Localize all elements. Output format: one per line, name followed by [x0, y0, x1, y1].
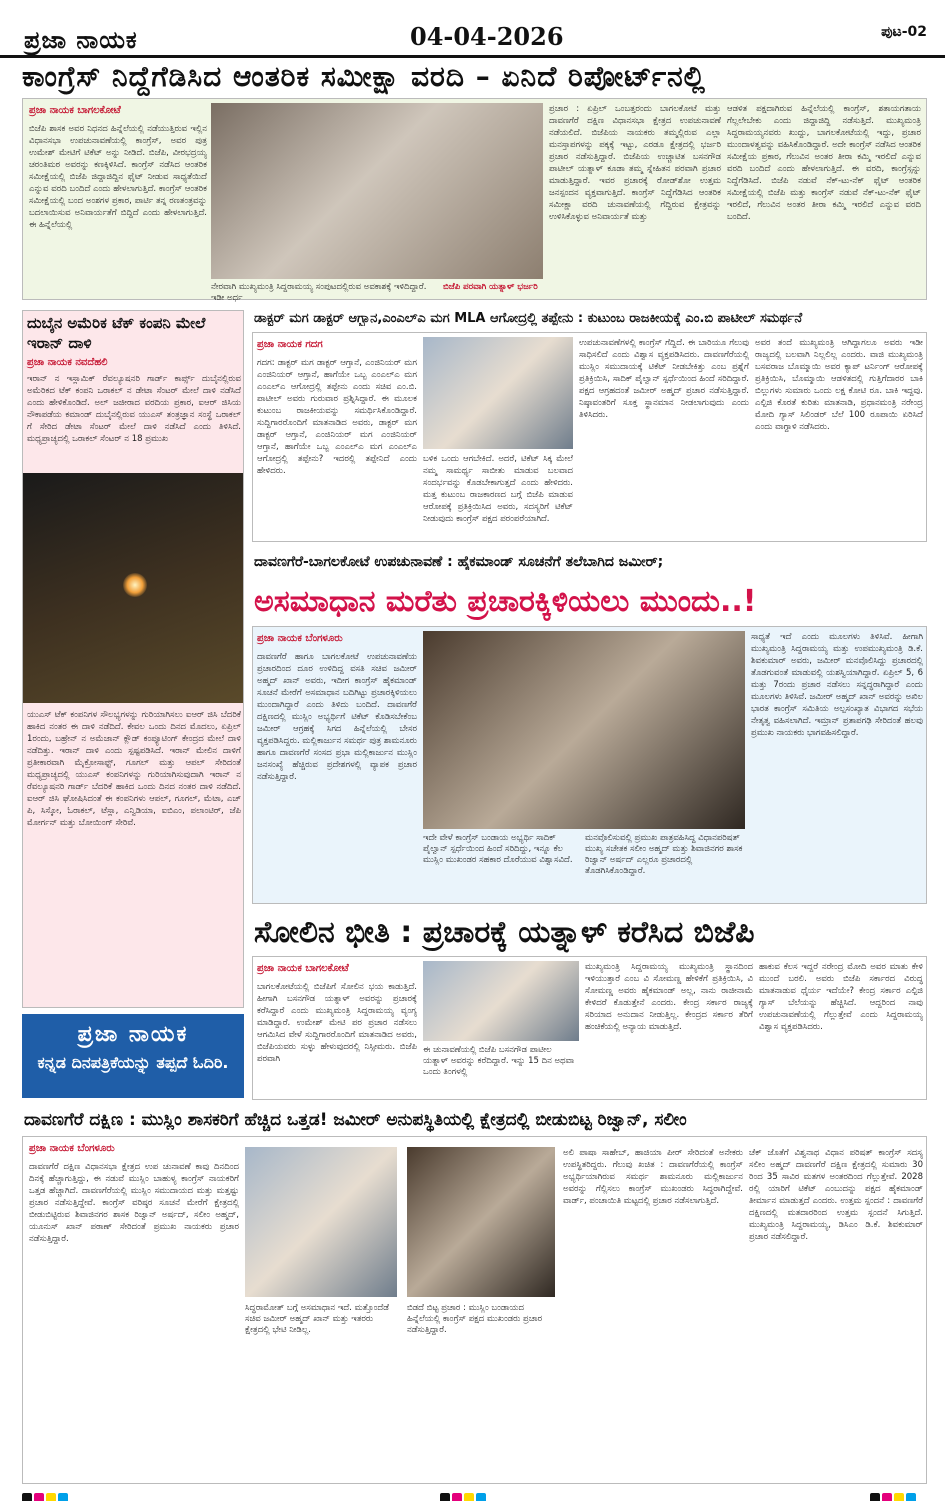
bottom-right-text: ಚೆಕ್ ಜೊತೆಗೆ ವಿಶ್ವನಾಥ ವಿಧಾನ ಪರಿಷತ್ ಕಾಂಗ್ರೆಸ್ ಸದಸ್ಯ ಸಲೀಂ ಅಹ್ಮದ್ ದಾವಣಗೆರೆ ದಕ್ಷಿಣ ಕ್ಷೇತ್ರದಲ್ಲಿ ಸುಮಾರು 30 ರಿಂದ 35 ಸಾವಿರ ಮತಗಳ ಅಂತರದಿಂದ ಗೆಲ್ಲುತ್ತೇವೆ. 2028 ರಲ್ಲಿ ಯಾರಿಗೆ ಟಿಕೆಟ್ ಎಂಬುದನ್ನು ಪಕ್ಷದ ಹೈಕಮಾಂಡ್ ತೀರ್ಮಾನ ಮಾಡುತ್ತದೆ ಎಂದರು. ಉತ್ತಮ ಸ್ಪಂದನೆ : ದಾವಣಗೆರೆ ದಕ್ಷಿಣದಲ್ಲಿ ಮತದಾರರಿಂದ ಉತ್ತಮ ಸ್ಪಂದನೆ ಸಿಗುತ್ತಿದೆ. ಮುಖ್ಯಮಂತ್ರಿ ಸಿದ್ದರಾಮಯ್ಯ, ಡಿಸಿಎಂ ಡಿ.ಕೆ. ಶಿವಕುಮಾರ್ ಪ್ರಚಾರ ನಡೆಸಲಿದ್ದಾರೆ.	[749, 1148, 923, 1242]
lead-headline: ಕಾಂಗ್ರೆಸ್ ನಿದ್ದೆಗೆಡಿಸಿದ ಆಂತರಿಕ ಸಮೀಕ್ಷಾ ವರದಿ – ಏನಿದೆ ರಿಪೋರ್ಟ್‌ನಲ್ಲಿ	[22, 60, 706, 93]
promo-brand: ಪ್ರಜಾ ನಾಯಕ	[77, 1022, 189, 1047]
bottom-photo-caption-right: ಬಿಡದೆ ಬಿಟ್ಟ ಪ್ರಚಾರ : ಮುಸ್ಲಿಂ ಬಂಡಾಯದ ಹಿನ್ನೆಲೆಯಲ್ಲಿ ಕಾಂಗ್ರೆಸ್ ಪಕ್ಷದ ಮುಖಂಡರು ಪ್ರಚಾರ ನಡೆಸುತ್ತಿದ್ದಾರೆ.	[407, 1303, 543, 1335]
page-number: ಪುಟ-02	[881, 24, 927, 40]
black-chip-icon	[870, 1493, 880, 1501]
dynasty-headline: ಡಾಕ್ಟರ್ ಮಗ ಡಾಕ್ಟರ್ ಆಗ್ಬಾನ,ಎಂಎಲ್ಎ ಮಗ MLA ಆಗೋದ್ರಲ್ಲಿ ತಪ್ಪೇನು : ಕುಟುಂಬ ರಾಜಕೀಯಕ್ಕೆ ಎಂ.ಬಿ ಪಾಟೀಲ್ ಸಮರ್ಥನೆ	[254, 311, 803, 326]
lead-photo-caption-left: ನೇರವಾಗಿ ಮುಖ್ಯಮಂತ್ರಿ ಸಿದ್ದರಾಮಯ್ಯ ಸಂಪುಟದಲ್ಲಿರುವ ಅವಕಾಶಕ್ಕೆ ಇಳಿದಿದ್ದಾರೆ. ಇಡೀ ಅರ್ಧ	[211, 282, 427, 303]
magenta-chip-icon	[452, 1493, 462, 1501]
yatnal-photo	[423, 961, 579, 1041]
iran-headline: ದುಬೈನ ಅಮೆರಿಕ ಟೆಕ್ ಕಂಪನಿ ಮೇಲೆ ಇರಾನ್ ದಾಳಿ	[27, 314, 206, 352]
registration-marks-right	[870, 1488, 918, 1501]
iran-photo	[23, 473, 243, 703]
yellow-chip-icon	[894, 1493, 904, 1501]
iran-byline: ಪ್ರಜಾ ನಾಯಕ ನವದೆಹಲಿ	[27, 357, 108, 368]
black-chip-icon	[440, 1493, 450, 1501]
campaign-right-text: ಸಾಧ್ಯತೆ ಇದೆ ಎಂದು ಮೂಲಗಳು ತಿಳಿಸಿವೆ. ಹೀಗಾಗಿ ಮುಖ್ಯಮಂತ್ರಿ ಸಿದ್ದರಾಮಯ್ಯ ಮತ್ತು ಉಪಮುಖ್ಯಮಂತ್ರಿ ಡಿ.ಕೆ. ಶಿವಕುಮಾರ್ ಅವರು, ಜಮೀರ್ ಮನವೊಲಿಸಿದ್ದು ಪ್ರಚಾರದಲ್ಲಿ ತೊಡಗುವಂತೆ ಮಾಡುವಲ್ಲಿ ಯಶಸ್ವಿಯಾಗಿದ್ದಾರೆ. ಏಪ್ರಿಲ್ 5, 6 ಮತ್ತು 7ರಂದು ಪ್ರಚಾರ ನಡೆಸಲು ಸನ್ನದ್ಧರಾಗಿದ್ದಾರೆ ಎಂದು ಮೂಲಗಳು ತಿಳಿಸಿವೆ. ಜಮೀರ್ ಅಹ್ಮದ್ ಖಾನ್ ಅವರನ್ನು ಅಖಿಲ ಭಾರತ ಕಾಂಗ್ರೆಸ್ ಸಮಿತಿಯ ಅಲ್ಪಸಂಖ್ಯಾತ ವಿಭಾಗದ ಸಭೆಯ ನೇತೃತ್ವ ವಹಿಸಲಾಗಿದೆ. ಇಮ್ರಾನ್ ಪ್ರತಾಪಗಢಿ ಸೇರಿದಂತೆ ಹಲವು ಪ್ರಮುಖ ನಾಯಕರು ಭಾಗವಹಿಸಲಿದ್ದಾರೆ.	[751, 632, 923, 738]
campaign-headline: ಅಸಮಾಧಾನ ಮರೆತು ಪ್ರಚಾರಕ್ಕಿಳಿಯಲು ಮುಂದು..!	[254, 584, 757, 619]
yellow-chip-icon	[46, 1493, 56, 1501]
yatnal-mid-text: ಮುಖ್ಯಮಂತ್ರಿ ಸಿದ್ದರಾಮಯ್ಯ ಮುಖ್ಯಮಂತ್ರಿ ಸ್ಥಾನದಿಂದ ಇಳಿಯುತ್ತಾರೆ ಎಂಬ ವಿ ಸೋಮಣ್ಣ ಹೇಳಿಕೆಗೆ ಪ್ರತಿಕ್ರಿಯಿಸಿ, ವಿ ಸೋಮಣ್ಣ ಅವರು ಹೈಕಮಾಂಡ್ ಅಲ್ಲ, ನಾನು ರಾಜೀನಾಮೆ ಕೇಳಿದರೆ ಕೊಡುತ್ತೇನೆ ಎಂದರು. ಕೇಂದ್ರ ಸರ್ಕಾರ ರಾಜ್ಯಕ್ಕೆ ಸರಿಯಾದ ಅನುದಾನ ನೀಡುತ್ತಿಲ್ಲ. ಕೇಂದ್ರದ ಸರ್ಕಾರ ತೆರಿಗೆ ಹಂಚಿಕೆಯಲ್ಲಿ ಅನ್ಯಾಯ ಮಾಡುತ್ತಿದೆ.	[585, 962, 753, 1032]
black-chip-icon	[22, 1493, 32, 1501]
registration-marks-center	[440, 1488, 488, 1501]
lead-story-box	[22, 98, 927, 303]
campaign-story-box	[252, 626, 927, 904]
lead-mid-text: ಪ್ರಚಾರ : ಏಪ್ರಿಲ್ ಒಂಬತ್ತರಂದು ಬಾಗಲಕೋಟೆ ಮತ್ತು ದಾವಣಗೆರೆ ದಕ್ಷಿಣ ವಿಧಾನಸಭಾ ಕ್ಷೇತ್ರದ ಉಪಚುನಾವಣೆ ನಡೆಯಲಿದೆ. ಬಿಜೆಪಿಯ ನಾಯಕರು ತಮ್ಮಲ್ಲಿರುವ ಎಲ್ಲಾ ಮನಸ್ತಾಪಗಳನ್ನು ಪಕ್ಕಕ್ಕೆ ಇಟ್ಟು, ಎರಡೂ ಕ್ಷೇತ್ರದಲ್ಲಿ ಭರ್ಜರಿ ಪ್ರಚಾರ ನಡೆಸುತ್ತಿದ್ದಾರೆ. ಬಿಜೆಪಿಯ ಉಚ್ಚಾಟಿತ ಬಸನಗೌಡ ಪಾಟೀಲ್ ಯತ್ನಾಳ್ ಕೂಡಾ ತಮ್ಮ ಸ್ನೇಹಿತನ ಪರವಾಗಿ ಪ್ರಚಾರ ಮಾಡುತ್ತಿದ್ದಾರೆ. ಇವರ ಪ್ರಚಾರಕ್ಕೆ ರೋಡ್‌ಶೋ ಉತ್ತಮ ಜನಸ್ಪಂದನ ವ್ಯಕ್ತವಾಗುತ್ತಿದೆ. ಕಾಂಗ್ರೆಸ್ ನಿದ್ದೆಗೆಡಿಸಿದ ಆಂತರಿಕ ಸಮೀಕ್ಷಾ ವರದಿ ಚುನಾವಣೆಯಲ್ಲಿ ಗೆದ್ದಿರುವ ಕ್ಷೇತ್ರವನ್ನು ಉಳಿಸಿಕೊಳ್ಳುವ ಅನಿವಾರ್ಯತೆ ಮತ್ತು	[549, 104, 721, 222]
yatnal-story-box	[252, 956, 927, 1100]
dynasty-far-right-text: ಅವರ ತಂದೆ ಮುಖ್ಯಮಂತ್ರಿ ಆಗಿದ್ದಾಗಲೂ ಅವರು ಇಡೀ ರಾಜ್ಯದಲ್ಲಿ ಬಲವಾಗಿ ನಿಲ್ಲಲಿಲ್ಲ ಎಂದರು. ವಾಜಿ ಮುಖ್ಯಮಂತ್ರಿ ಬಸವರಾಜ ಬೊಮ್ಮಾಯಿ ಅವರ ಕ್ಯಾಪ್ ಟರ್ನಿಂಗ್ ಆರೋಪಕ್ಕೆ ಪ್ರತಿಕ್ರಿಯಿಸಿ, ಬೊಮ್ಮಾಯಿ ಆಡಳಿತದಲ್ಲಿ ಗುತ್ತಿಗೆದಾರರ ಬಾಕಿ ಬಿಲ್ಲುಗಳು ಸುಮಾರು ಒಂದು ಲಕ್ಷ ಕೋಟಿ ರೂ. ಬಾಕಿ ಇದ್ದವು. ಎಲ್ಪಿಜಿ ಕೊರತೆ ಕುರಿತು ಮಾತನಾಡಿ, ಪ್ರಧಾನಮಂತ್ರಿ ನರೇಂದ್ರ ಮೋದಿ ಗ್ಯಾಸ್ ಸಿಲಿಂಡರ್ ಬೆಲೆ 100 ರೂಪಾಯಿ ಏರಿಸಿದೆ ಎಂದು ವಾಗ್ದಾಳಿ ನಡೆಸಿದರು.	[755, 338, 923, 432]
campaign-photo	[423, 631, 745, 829]
masthead-brand: ಪ್ರಜಾ ನಾಯಕ	[24, 26, 138, 54]
promo-box	[22, 1014, 244, 1098]
dynasty-left-text: ಗದಗ: ಡಾಕ್ಟರ್ ಮಗ ಡಾಕ್ಟರ್ ಆಗ್ತಾನೆ, ಎಂಜಿನಿಯರ್ ಮಗ ಎಂಜಿನಿಯರ್ ಆಗ್ತಾನೆ, ಹಾಗೆಯೇ ಒಬ್ಬ ಎಂಎಲ್ಎ ಮಗ ಎಂಎಲ್ಎ ಆಗೋದ್ರಲ್ಲಿ ತಪ್ಪೇನು ಎಂದು ಸಚಿವ ಎಂ.ಬಿ. ಪಾಟೀಲ್ ಅವರು ಗುರುವಾರ ಪ್ರಶ್ನಿಸಿದ್ದಾರೆ. ಈ ಮೂಲಕ ಕುಟುಂಬ ರಾಜಕೀಯವನ್ನು ಸಮರ್ಥಿಸಿಕೊಂಡಿದ್ದಾರೆ. ಸುದ್ದಿಗಾರರೊಂದಿಗೆ ಮಾತನಾಡಿದ ಅವರು, ಡಾಕ್ಟರ್ ಮಗ ಡಾಕ್ಟರ್ ಆಗ್ತಾನೆ, ಎಂಜಿನಿಯರ್ ಮಗ ಎಂಜಿನಿಯರ್ ಆಗ್ತಾನೆ, ಹಾಗೆಯೇ ಒಬ್ಬ ಎಂಎಲ್ಎ ಮಗ ಎಂಎಲ್ಎ ಆಗೋದ್ರಲ್ಲಿ ತಪ್ಪೇನು? ಇದರಲ್ಲಿ ತಪ್ಪೇನಿದೆ ಎಂದು ಹೇಳಿದರು.	[257, 358, 417, 476]
bottom-photo-caption-left: ಸಿದ್ಧರಾಮೋತ್ ಬಗ್ಗೆ ಅಸಮಾಧಾನ ಇದೆ. ಮತ್ತೊಂದೆಡೆ ಸಚಿವ ಜಮೀರ್ ಅಹ್ಮದ್ ಖಾನ್ ಮತ್ತು ಇತರರು ಕ್ಷೇತ್ರದಲ್ಲಿ ಭೇಟಿ ನೀಡಿಲ್ಲ.	[245, 1303, 390, 1335]
promo-tagline: ಕನ್ನಡ ದಿನಪತ್ರಿಕೆಯನ್ನು ತಪ್ಪದೆ ಓದಿರಿ.	[37, 1053, 229, 1072]
campaign-kicker: ದಾವಣಗೆರೆ-ಬಾಗಲಕೋಟೆ ಉಪಚುನಾವಣೆ : ಹೈಕಮಾಂಡ್ ಸೂಚನೆಗೆ ತಲೆಬಾಗಿದ ಜಮೀರ್;	[254, 554, 664, 570]
iran-body-text: ಯುಎಸ್ ಟೆಕ್ ಕಂಪನಿಗಳ ಸೌಲಭ್ಯಗಳನ್ನು ಗುರಿಯಾಗಿಸಲು ಐಆರ್ ಜಿಸಿ ಬೆದರಿಕೆ ಹಾಕಿದ ನಂತರ ಈ ದಾಳಿ ನಡೆದಿದೆ. ಕೇವಲ ಒಂದು ದಿನದ ಮೊದಲು, ಏಪ್ರಿಲ್ 1ರಂದು, ಬಹ್ರೇನ್ ನ ಅಮೆಜಾನ್ ಕ್ಲೌಡ್ ಕಂಪ್ಯೂಟಿಂಗ್ ಕೇಂದ್ರದ ಮೇಲೆ ದಾಳಿ ನಡೆದಿತ್ತು. ಇರಾನ್ ದಾಳಿ ಎಂದು ಸ್ಪಷ್ಟಪಡಿಸಿದೆ. ಇರಾನ್ ಮೇಲಿನ ದಾಳಿಗೆ ಪ್ರತೀಕಾರವಾಗಿ ಮೈಕ್ರೋಸಾಫ್ಟ್, ಗೂಗಲ್ ಮತ್ತು ಆಪಲ್ ಸೇರಿದಂತೆ ಮಧ್ಯಪ್ರಾಚ್ಯದಲ್ಲಿ ಯುಎಸ್ ಕಂಪನಿಗಳನ್ನು ಗುರಿಯಾಗಿಸುವುದಾಗಿ ಇರಾನ್ ನ ರೆವಲ್ಯೂಷನರಿ ಗಾರ್ಡ್ ಬೆದರಿಕೆ ಹಾಕಿದ ಒಂದು ದಿನದ ನಂತರ ದಾಳಿ ನಡೆದಿದೆ. ಐಆರ್ ಜಿಸಿ ಘೋಷಿಸಿದಂತೆ ಈ ಕಂಪನಿಗಳು ಆಪಲ್, ಗೂಗಲ್, ಮೆಟಾ, ಎಚ್ ಪಿ, ಸಿಸ್ಕೋ, ಓರಾಕಲ್, ಟೆಸ್ಲಾ, ಎನ್ವಿಡಿಯಾ, ಐಬಿಎಂ, ಪಲಾಂಟಿರ್, ಜೆಪಿ ಮೋರ್ಗನ್ ಮತ್ತು ಬೋಯಿಂಗ್ ಸೇರಿವೆ.	[27, 710, 241, 828]
cyan-chip-icon	[906, 1493, 916, 1501]
yatnal-photo-caption: ಈ ಚುನಾವಣೆಯಲ್ಲಿ ಬಿಜೆಪಿ ಬಸನಗೌಡ ಪಾಟೀಲ ಯತ್ನಾಳ್ ಅವರನ್ನು ಕರೆದಿದ್ದಾರೆ. ಇನ್ನು 15 ದಿನ ಅಥವಾ ಒಂದು ತಿಂಗಳಲ್ಲಿ	[423, 1045, 575, 1077]
yatnal-right-text: ಹಾಕುವ ಕೆಲಸ ಇದ್ದರೆ ನರೇಂದ್ರ ಮೋದಿ ಅವರ ಮಾತು ಕೇಳಿ ಮುಂದೆ ಬರಲಿ. ಅವರು ಬಿಜೆಪಿ ಸರ್ಕಾರದ ವಿರುದ್ಧ ಮಾತನಾಡುವ ಧೈರ್ಯ ಇದೆಯೇ? ಕೇಂದ್ರ ಸರ್ಕಾರ ಎಲ್ಪಿಜಿ ಗ್ಯಾಸ್ ಬೆಲೆಯನ್ನು ಹೆಚ್ಚಿಸಿದೆ. ಆದ್ದರಿಂದ ನಾವು ಉಪಚುನಾವಣೆಯಲ್ಲಿ ಗೆಲ್ಲುತ್ತೇವೆ ಎಂದು ಸಿದ್ದರಾಮಯ್ಯ ವಿಶ್ವಾಸ ವ್ಯಕ್ತಪಡಿಸಿದರು.	[759, 962, 923, 1032]
bottom-mid-text: ಅಲಿ ಪಾಷಾ ಸಾಹೇಬ್, ಹಾಜಿಯಾ ಪೀರ್ ಸೇರಿದಂತೆ ಅನೇಕರು ಉಪಸ್ಥಿತರಿದ್ದರು. ಗೆಲುವು ಖಚಿತ : ದಾವಣಗೆರೆಯಲ್ಲಿ ಕಾಂಗ್ರೆಸ್ ಅಭ್ಯರ್ಥಿಯಾಗಿರುವ ಸಮರ್ಥ ಶಾಮನೂರು ಮಲ್ಲಿಕಾರ್ಜುನ ಅವರನ್ನು ಗೆಲ್ಲಿಸಲು ಕಾಂಗ್ರೆಸ್ ಮುಖಂಡರು ಸಿದ್ಧರಾಗಿದ್ದೇವೆ. ವಾರ್ಡ್, ಪಂಚಾಯಿತಿ ಮಟ್ಟದಲ್ಲಿ ಪ್ರಚಾರ ನಡೆಸಲಾಗುತ್ತಿದೆ.	[563, 1148, 743, 1206]
dynasty-right-text: ಉಪಚುನಾವಣೆಗಳಲ್ಲಿ ಕಾಂಗ್ರೆಸ್ ಗೆದ್ದಿದೆ. ಈ ಬಾರಿಯೂ ಗೆಲುವು ಸಾಧಿಸಲಿದೆ ಎಂದು ವಿಶ್ವಾಸ ವ್ಯಕ್ತಪಡಿಸಿದರು. ದಾವಣಗೆರೆಯಲ್ಲಿ ಮುಸ್ಲಿಂ ಸಮುದಾಯಕ್ಕೆ ಟಿಕೆಟ್ ನೀಡಬೇಕಿತ್ತು ಎಂಬ ಪ್ರಶ್ನೆಗೆ ಪ್ರತಿಕ್ರಿಯಿಸಿ, ಸಾದಿಕ್ ಪೈಲ್ವಾನ್ ಸ್ಪರ್ಧೆಯಿಂದ ಹಿಂದೆ ಸರಿದಿದ್ದಾರೆ. ಪಕ್ಷದ ಆಗ್ರಹದಂತೆ ಜಮೀರ್ ಅಹ್ಮದ್ ಪ್ರಚಾರ ನಡೆಸುತ್ತಿದ್ದಾರೆ. ನಿಷ್ಠಾವಂತರಿಗೆ ಸೂಕ್ತ ಸ್ಥಾನಮಾನ ನೀಡಲಾಗುವುದು ಎಂದು ತಿಳಿಸಿದರು.	[579, 338, 749, 420]
iran-lead-text: ಇರಾನ್ ನ ಇಸ್ಲಾಮಿಕ್ ರೆವಲ್ಯೂಷನರಿ ಗಾರ್ಡ್ ಕಾರ್ಪ್ಸ್ ದುಬೈನಲ್ಲಿರುವ ಅಮೆರಿಕದ ಟೆಕ್ ಕಂಪನಿ ಒರಾಕಲ್ ನ ಡೇಟಾ ಸೆಂಟರ್ ಮೇಲೆ ದಾಳಿ ನಡೆಸಿದೆ ಎಂದು ಹೇಳಿಕೊಂಡಿದೆ. ಅಲ್ ಜಜೀರಾದ ವರದಿಯ ಪ್ರಕಾರ, ಐಆರ್ ಜಿಸಿಯ ನೌಕಾಪಡೆಯ ಕಮಾಂಡ್ ದುಬೈನಲ್ಲಿರುವ ಯುಎಸ್ ತಂತ್ರಜ್ಞಾನ ಸಂಸ್ಥೆ ಒರಾಕಲ್ ಗೆ ಸೇರಿದ ಡೇಟಾ ಸೆಂಟರ್ ಮೇಲೆ ದಾಳಿ ನಡೆಸಿದೆ ಎಂದು ತಿಳಿಸಿದೆ. ಮಧ್ಯಪ್ರಾಚ್ಯದಲ್ಲಿ ಒರಾಕಲ್ ಸೆಂಟರ್ ನ 18 ಪ್ರಮುಖ	[27, 374, 241, 444]
iran-story-box	[22, 310, 244, 1008]
yatnal-byline: ಪ್ರಜಾ ನಾಯಕ ಬಾಗಲಕೋಟೆ	[257, 963, 349, 974]
cyan-chip-icon	[58, 1493, 68, 1501]
cyan-chip-icon	[476, 1493, 486, 1501]
lead-left-text: ಬಿಜೆಪಿ ಶಾಸಕ ಅವರ ನಿಧನದ ಹಿನ್ನೆಲೆಯಲ್ಲಿ ನಡೆಯುತ್ತಿರುವ ಇಲ್ಲಿನ ವಿಧಾನಸಭಾ ಉಪಚುನಾವಣೆಯಲ್ಲಿ ಕಾಂಗ್ರೆಸ್, ಅವರ ಪುತ್ರ ಉಮೇಶ್ ಮೇಟಿಗೆ ಟಿಕೆಟ್ ಅನ್ನು ನೀಡಿದೆ. ಬಿಜೆಪಿ, ವೀರಭದ್ರಯ್ಯ ಚರಂತಿಮಠ ಅವರನ್ನು ಕಣಕ್ಕಿಳಿಸಿದೆ. ಕಾಂಗ್ರೆಸ್ ನಡೆಸಿದ ಆಂತರಿಕ ಸಮೀಕ್ಷೆಯಲ್ಲಿ ಬಿಜೆಪಿ ಜಿದ್ದಾಜಿದ್ದಿನ ಫೈಟ್ ನೀಡುವ ಸಾಧ್ಯತೆಯಿದೆ ಎನ್ನುವ ವರದಿ ಬಂದಿದೆ ಎಂದು ಹೇಳಲಾಗುತ್ತಿದೆ. ಕಾಂಗ್ರೆಸ್ ಆಂತರಿಕ ಸಮೀಕ್ಷೆಯಲ್ಲಿ ಬಂದ ಅಂಶಗಳ ಪ್ರಕಾರ, ಪಾರ್ಟಿ ತನ್ನ ರಣತಂತ್ರವನ್ನು ಬದಲಾಯಿಸುವ ಅನಿವಾರ್ಯತೆಗೆ ಬಿದ್ದಿದೆ ಎಂದು ಹೇಳಲಾಗುತ್ತಿದೆ. ಈ ಹಿನ್ನೆಲೆಯಲ್ಲಿ	[29, 124, 207, 230]
dynasty-byline: ಪ್ರಜಾ ನಾಯಕ ಗದಗ	[257, 339, 323, 350]
dynasty-mid-text: ಬಳಿಕ ಒಂದು ಆಗಬೇಕಿದೆ. ಅದರೆ, ಟಿಕೆಟ್ ಸಿಕ್ಕ ಮೇಲೆ ನಮ್ಮ ಸಾಮರ್ಥ್ಯ ಸಾಬೀತು ಮಾಡುವ ಬಲವಾದ ಸಂದರ್ಭವನ್ನು ಕೊಡಬೇಕಾಗುತ್ತದೆ ಎಂದು ಹೇಳಿದರು. ಮತ್ತ ಕುಟುಂಬ ರಾಜಕಾರಣದ ಬಗ್ಗೆ ಬಿಜೆಪಿ ಮಾಡುವ ಆರೋಪಕ್ಕೆ ಪ್ರತಿಕ್ರಿಯಿಸಿದ ಅವರು, ಸದಸ್ಯರಿಗೆ ಟಿಕೆಟ್ ನೀಡುವುದು ಕಾಂಗ್ರೆಸ್ ಪಕ್ಷದ ಪರಂಪರೆಯಾಗಿದೆ.	[423, 454, 573, 524]
bottom-photo-right	[407, 1147, 555, 1297]
masthead-date: 04-04-2026	[410, 22, 564, 51]
yatnal-headline: ಸೋಲಿನ ಭೀತಿ : ಪ್ರಚಾರಕ್ಕೆ ಯತ್ನಾಳ್ ಕರೆಸಿದ ಬಿಜೆಪಿ	[254, 915, 755, 950]
bottom-photo-left	[245, 1147, 397, 1297]
bottom-story-box	[22, 1136, 927, 1484]
registration-marks-left	[22, 1488, 70, 1501]
magenta-chip-icon	[882, 1493, 892, 1501]
campaign-byline: ಪ್ರಜಾ ನಾಯಕ ಬೆಂಗಳೂರು	[257, 633, 343, 644]
explosion-glow-icon	[123, 573, 147, 597]
lead-photo-caption-right: ಬಿಜೆಪಿ ಪರವಾಗಿ ಯತ್ನಾಳ್ ಭರ್ಜರಿ	[443, 282, 538, 292]
dynasty-story-box	[252, 332, 927, 542]
masthead	[0, 0, 945, 58]
lead-byline: ಪ್ರಜಾ ನಾಯಕ ಬಾಗಲಕೋಟೆ	[29, 105, 121, 116]
dynasty-photo	[423, 337, 573, 449]
lead-right-text: ಆಡಳಿತ ಪಕ್ಷದಾಗಿರುವ ಹಿನ್ನೆಲೆಯಲ್ಲಿ ಕಾಂಗ್ರೆಸ್, ಶತಾಯಗತಾಯ ಗೆಲ್ಲಲೇಬೇಕು ಎಂದು ಜಿದ್ದಾಜಿದ್ದಿ ನಡೆಸುತ್ತಿದೆ. ಮುಖ್ಯಮಂತ್ರಿ ಸಿದ್ದರಾಮಯ್ಯನವರು ಖುದ್ದು, ಬಾಗಲಕೋಟೆಯಲ್ಲಿ ಇದ್ದು, ಪ್ರಚಾರ ಮುಂದಾಳತ್ವವನ್ನು ವಹಿಸಿಕೊಂಡಿದ್ದಾರೆ. ಅದೇ ಕಾಂಗ್ರೆಸ್ ನಡೆಸಿದ ಆಂತರಿಕ ಸಮೀಕ್ಷೆಯ ಪ್ರಕಾರ, ಗೆಲುವಿನ ಅಂತರ ತೀರಾ ಕಮ್ಮಿ ಇರಲಿದೆ ಎನ್ನುವ ವರದಿ ಬಂದಿದೆ ಎಂದು ಹೇಳಲಾಗುತ್ತಿದೆ. ಈ ವರದಿ, ಕಾಂಗ್ರೆಸ್ಸನ್ನು ನಿದ್ದೆಗೆಡಿಸಿದೆ. ಬಿಜೆಪಿ ನಡುವೆ ನೆಕ್-ಟು-ನೆಕ್ ಫೈಟ್ ಆಂತರಿಕ ಸಮೀಕ್ಷೆಯಲ್ಲಿ ಬಿಜೆಪಿ ಮತ್ತು ಕಾಂಗ್ರೆಸ್ ನಡುವೆ ನೆಕ್-ಟು-ನೆಕ್ ಫೈಟ್ ಇರಲಿದೆ, ಗೆಲುವಿನ ಅಂತರ ತೀರಾ ಕಮ್ಮಿ ಇರಲಿದೆ ಎನ್ನುವ ವರದಿ ಬಂದಿದೆ.	[727, 104, 921, 222]
yatnal-left-text: ಬಾಗಲಕೋಟೆಯಲ್ಲಿ ಬಿಜೆಪಿಗೆ ಸೋಲಿನ ಭಯ ಕಾಡುತ್ತಿದೆ. ಹೀಗಾಗಿ ಬಸನಗೌಡ ಯತ್ನಾಳ್ ಅವರನ್ನು ಪ್ರಚಾರಕ್ಕೆ ಕರೆಸಿದ್ದಾರೆ ಎಂದು ಮುಖ್ಯಮಂತ್ರಿ ಸಿದ್ದರಾಮಯ್ಯ ವ್ಯಂಗ್ಯ ಮಾಡಿದ್ದಾರೆ. ಉಮೇಶ್ ಮೇಟಿ ಪರ ಪ್ರಚಾರ ನಡೆಸಲು ಆಗಮಿಸಿದ ವೇಳೆ ಸುದ್ದಿಗಾರರೊಂದಿಗೆ ಮಾತನಾಡಿದ ಅವರು, ಬಿಜೆಪಿಯವರು ಸುಳ್ಳು ಹೇಳುವುದರಲ್ಲಿ ನಿಸ್ಸೀಮರು. ಬಿಜೆಪಿ ಪರವಾಗಿ	[257, 982, 417, 1064]
bottom-headline: ದಾವಣಗೆರೆ ದಕ್ಷಿಣ : ಮುಸ್ಲಿಂ ಶಾಸಕರಿಗೆ ಹೆಚ್ಚಿದ ಒತ್ತಡ! ಜಮೀರ್ ಅನುಪಸ್ಥಿತಿಯಲ್ಲಿ ಕ್ಷೇತ್ರದಲ್ಲಿ ಬೀಡುಬಿಟ್ಟ ರಿಜ್ವಾನ್, ಸಲೀಂ	[24, 1110, 687, 1130]
campaign-photo-caption-left: ಇದೇ ವೇಳೆ ಕಾಂಗ್ರೆಸ್ ಬಂಡಾಯ ಅಭ್ಯರ್ಥಿ ಸಾದಿಕ್ ಪೈಲ್ವಾನ್ ಸ್ಪರ್ಧೆಯಿಂದ ಹಿಂದೆ ಸರಿದಿದ್ದು, ಇನ್ನೂ ಕೆಲ ಮುಸ್ಲಿಂ ಮುಖಂಡರ ಸಹಕಾರ ದೊರೆಯುವ ವಿಶ್ವಾಸವಿದೆ.	[423, 833, 573, 865]
lead-photo	[211, 103, 543, 279]
campaign-photo-caption-right: ಮನವೊಲಿಸುವಲ್ಲಿ ಪ್ರಮುಖ ಪಾತ್ರವಹಿಸಿದ್ದ ವಿಧಾನಪರಿಷತ್ ಮುಖ್ಯ ಸಚೇತಕ ಸಲೀಂ ಅಹ್ಮದ್ ಮತ್ತು ಶಿವಾಜಿನಗರ ಶಾಸಕ ರಿಜ್ವಾನ್ ಅರ್ಷದ್ ಎಲ್ಲರೂ ಪ್ರಚಾರದಲ್ಲಿ ತೊಡಗಿಸಿಕೊಂಡಿದ್ದಾರೆ.	[585, 833, 743, 876]
bottom-byline: ಪ್ರಜಾ ನಾಯಕ ಬೆಂಗಳೂರು	[29, 1143, 115, 1154]
campaign-left-text: ದಾವಣಗೆರೆ ಹಾಗೂ ಬಾಗಲಕೋಟೆ ಉಪಚುನಾವಣೆಯ ಪ್ರಚಾರದಿಂದ ದೂರ ಉಳಿದಿದ್ದ ವಸತಿ ಸಚಿವ ಜಮೀರ್ ಅಹ್ಮದ್ ಖಾನ್ ಅವರು, ಇದೀಗ ಕಾಂಗ್ರೆಸ್ ಹೈಕಮಾಂಡ್ ಸೂಚನೆ ಮೇರೆಗೆ ಅಸಮಾಧಾನ ಬದಿಗಿಟ್ಟು ಪ್ರಚಾರಕ್ಕಿಳಿಯಲು ಮುಂದಾಗಿದ್ದಾರೆ ಎಂದು ತಿಳಿದು ಬಂದಿದೆ. ದಾವಣಗೆರೆ ದಕ್ಷಿಣದಲ್ಲಿ ಮುಸ್ಲಿಂ ಅಭ್ಯರ್ಥಿಗೆ ಟಿಕೆಟ್ ಕೊಡಿಸಬೇಕೆಂಬ ಜಮೀರ್ ಆಗ್ರಹಕ್ಕೆ ಸಿಗದ ಹಿನ್ನೆಲೆಯಲ್ಲಿ ಬೇಸರ ವ್ಯಕ್ತಪಡಿಸಿದ್ದರು. ಮಲ್ಲಿಕಾರ್ಜುನ ಸಮರ್ಥ ಪುತ್ರ ಶಾಮನೂರು ಹಾಗೂ ದಾವಣಗೆರೆ ಸಂಸದ ಪ್ರಭಾ ಮಲ್ಲಿಕಾರ್ಜುನ ಮುಸ್ಲಿಂ ಜನಸಂಖ್ಯೆ ಹೆಚ್ಚಿರುವ ಪ್ರದೇಶಗಳಲ್ಲಿ ವ್ಯಾಪಕ ಪ್ರಚಾರ ನಡೆಸುತ್ತಿದ್ದಾರೆ.	[257, 652, 417, 782]
bottom-left-text: ದಾವಣಗೆರೆ ದಕ್ಷಿಣ ವಿಧಾನಸಭಾ ಕ್ಷೇತ್ರದ ಉಪ ಚುನಾವಣೆ ಕಾವು ದಿನದಿಂದ ದಿನಕ್ಕೆ ಹೆಚ್ಚಾಗುತ್ತಿದ್ದು, ಈ ನಡುವೆ ಮುಸ್ಲಿಂ ಬಾಹುಳ್ಯ ಕಾಂಗ್ರೆಸ್ ನಾಯಕರಿಗೆ ಒತ್ತಡ ಹೆಚ್ಚಾಗಿದೆ. ದಾವಣಗೆರೆಯಲ್ಲಿ ಮುಸ್ಲಿಂ ಸಮುದಾಯದ ಮತ್ತು ಮತ್ತಷ್ಟು ಪ್ರಚಾರ ನಡೆಸುತ್ತಿದ್ದೇವೆ. ಕಾಂಗ್ರೆಸ್ ವರಿಷ್ಠರ ಸೂಚನೆ ಮೇರೆಗೆ ಕ್ಷೇತ್ರದಲ್ಲಿ ಬೀಡುಬಿಟ್ಟಿರುವ ಶಿವಾಜಿನಗರ ಶಾಸಕ ರಿಜ್ವಾನ್ ಅರ್ಷದ್, ಸಲೀಂ ಅಹ್ಮದ್, ಯೂನುಸ್ ಖಾನ್ ಪಠಾಣ್ ಸೇರಿದಂತೆ ಪ್ರಮುಖ ನಾಯಕರು ಪ್ರಚಾರ ನಡೆಸುತ್ತಿದ್ದಾರೆ.	[29, 1162, 239, 1244]
magenta-chip-icon	[34, 1493, 44, 1501]
yellow-chip-icon	[464, 1493, 474, 1501]
